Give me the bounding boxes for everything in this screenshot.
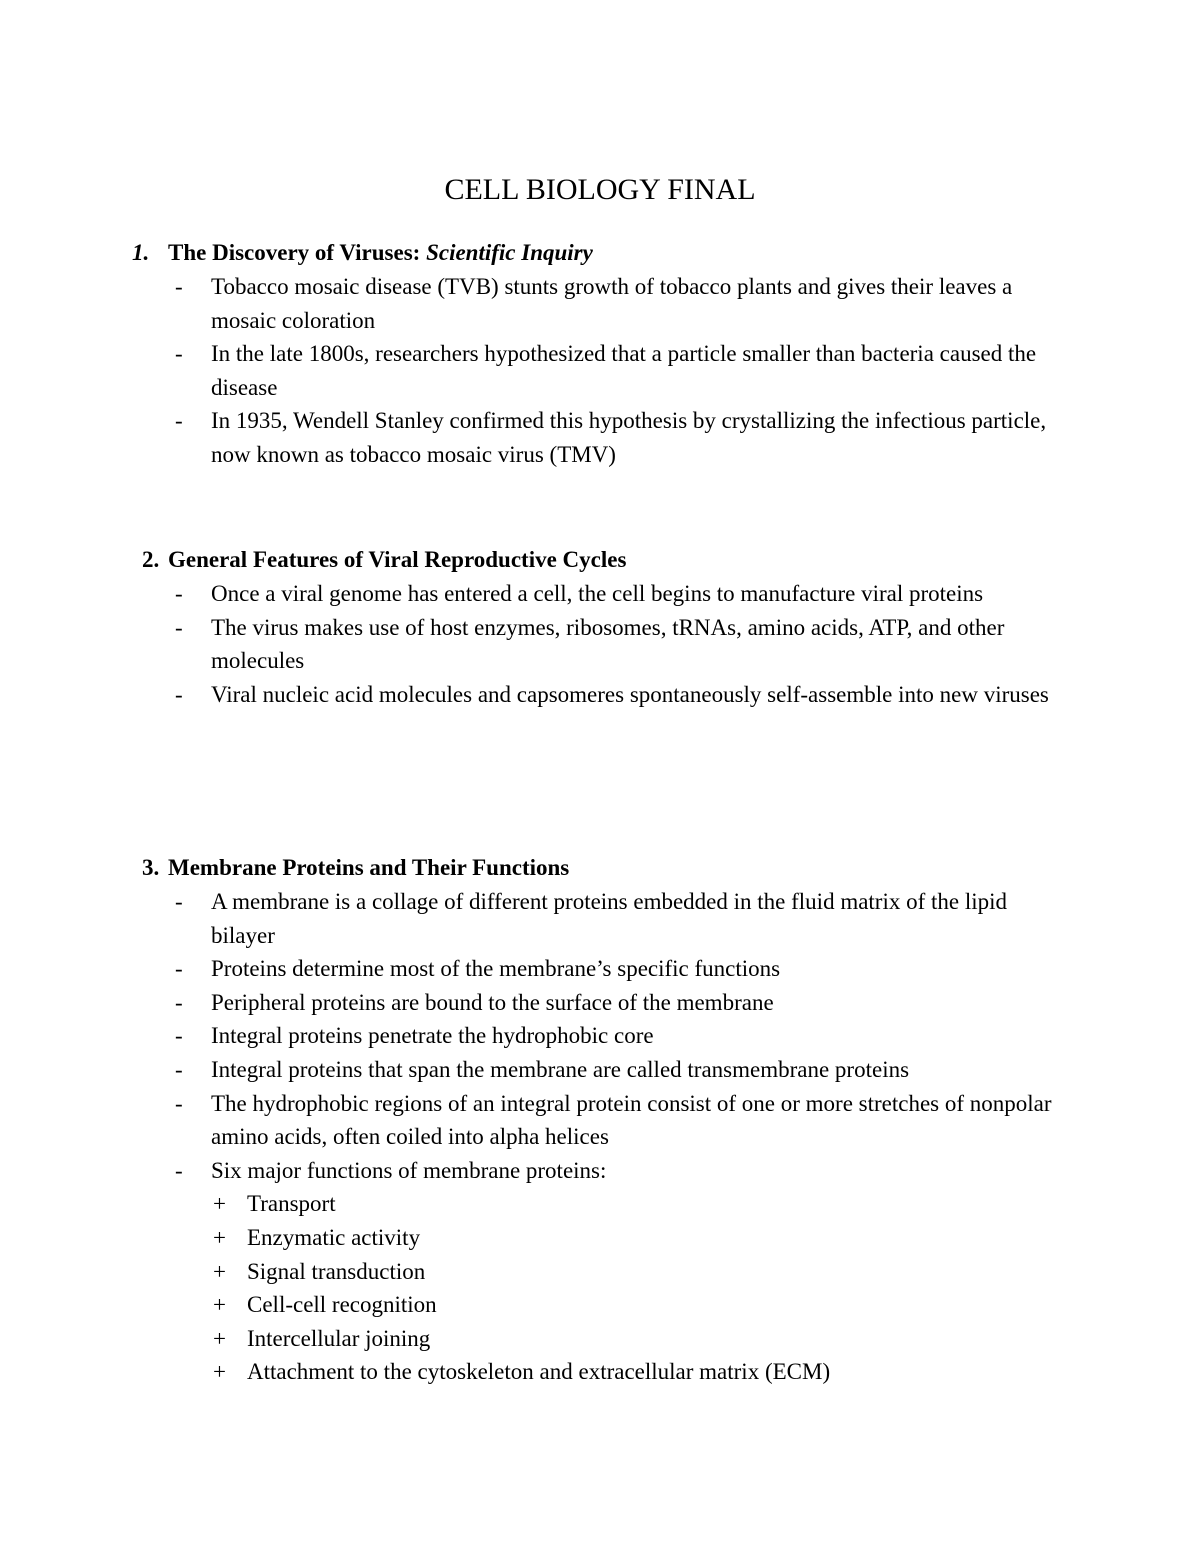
- list-item: [0, 270, 1200, 337]
- sub-list-item-text: Attachment to the cytoskeleton and extracellular matrix (ECM): [247, 1359, 831, 1385]
- dash-bullet: -: [175, 1090, 183, 1116]
- list-item-text: A membrane is a collage of different proteins embedded in the fluid matrix of the lipid bilayer: [211, 889, 1008, 948]
- dash-bullet: -: [175, 341, 183, 367]
- list-item: [0, 1019, 1200, 1053]
- list-item-text: Six major functions of membrane proteins:: [211, 1157, 607, 1183]
- list-item-text: Viral nucleic acid molecules and capsomeres spontaneously self-assemble into new viruses: [211, 681, 1049, 707]
- dash-bullet: -: [175, 581, 183, 606]
- list-item: [0, 1053, 1200, 1087]
- list-item-text: In 1935, Wendell Stanley confirmed this hypothesis by crystallizing the infectious particle, now known as tobacco mosaic virus (TMV): [211, 408, 1047, 467]
- section-number: 2.: [142, 547, 160, 572]
- list-item-text: Peripheral proteins are bound to the surface of the membrane: [211, 989, 774, 1015]
- section-heading-text: Membrane Proteins and Their Functions: [168, 855, 570, 880]
- list-item: [0, 1154, 1200, 1188]
- dash-bullet: -: [175, 1023, 183, 1049]
- dash-bullet: -: [175, 274, 183, 299]
- section-2: [0, 543, 1200, 711]
- list-item-text: Proteins determine most of the membrane’s specific functions: [211, 956, 781, 982]
- plus-bullet: +: [213, 1325, 226, 1351]
- plus-bullet: +: [213, 1258, 226, 1284]
- sub-list-item: [0, 1221, 1200, 1255]
- list-item-text: The virus makes use of host enzymes, ribosomes, tRNAs, amino acids, ATP, and other molecules: [211, 614, 1005, 674]
- sub-list-item-text: Enzymatic activity: [247, 1224, 421, 1250]
- dash-bullet: -: [175, 614, 183, 640]
- dash-bullet: -: [175, 1157, 183, 1183]
- list-item: [0, 404, 1200, 471]
- heading-plain: The Discovery of Viruses:: [168, 240, 427, 265]
- dash-bullet: -: [175, 889, 183, 914]
- plus-bullet: +: [213, 1191, 226, 1217]
- list-item-text: Once a viral genome has entered a cell, the cell begins to manufacture viral proteins: [211, 581, 984, 606]
- list-item: [0, 611, 1200, 678]
- list-item-text: The hydrophobic regions of an integral protein consist of one or more stretches of nonpolar amino acids, often coiled into alpha helices: [211, 1090, 1052, 1150]
- dash-bullet: -: [175, 989, 183, 1015]
- list-item-text: Tobacco mosaic disease (TVB) stunts growth of tobacco plants and gives their leaves a mosaic coloration: [211, 274, 1013, 333]
- dash-bullet: -: [175, 681, 183, 707]
- sub-list-item-text: Signal transduction: [247, 1258, 426, 1284]
- heading-italic: Scientific Inquiry: [426, 240, 593, 265]
- section-heading: [0, 236, 1200, 270]
- list-item: [0, 952, 1200, 986]
- plus-bullet: +: [213, 1292, 226, 1318]
- sub-list-item-text: Intercellular joining: [247, 1325, 431, 1351]
- sub-list-item-text: Cell-cell recognition: [247, 1292, 437, 1318]
- section-number: 3.: [142, 855, 160, 880]
- section-heading: [0, 543, 1200, 577]
- list-item: [0, 1087, 1200, 1154]
- section-heading-text: General Features of Viral Reproductive Cycles: [168, 547, 627, 572]
- dash-bullet: -: [175, 408, 183, 434]
- section-heading: [0, 851, 1200, 885]
- section-number: 1.: [132, 240, 150, 265]
- section-1: [0, 236, 1200, 472]
- list-item-text: Integral proteins penetrate the hydrophobic core: [211, 1023, 654, 1049]
- list-item: [0, 577, 1200, 611]
- list-item-text: In the late 1800s, researchers hypothesized that a particle smaller than bacteria caused the disease: [211, 341, 1037, 400]
- list-item: [0, 885, 1200, 952]
- sub-list-item: [0, 1355, 1200, 1389]
- plus-bullet: +: [213, 1359, 226, 1385]
- dash-bullet: -: [175, 1056, 183, 1082]
- list-item: [0, 678, 1200, 712]
- sub-list-item-text: Transport: [247, 1191, 336, 1217]
- sub-list-item: [0, 1255, 1200, 1289]
- list-item: [0, 986, 1200, 1020]
- list-item-text: Integral proteins that span the membrane are called transmembrane proteins: [211, 1056, 910, 1082]
- sub-list-item: [0, 1322, 1200, 1356]
- plus-bullet: +: [213, 1224, 226, 1250]
- sub-list-item: [0, 1288, 1200, 1322]
- section-3: [0, 851, 1200, 1389]
- dash-bullet: -: [175, 956, 183, 982]
- document-title: CELL BIOLOGY FINAL: [444, 173, 756, 206]
- list-item: [0, 337, 1200, 404]
- section-heading-text: [168, 236, 593, 270]
- sub-list-item: [0, 1187, 1200, 1221]
